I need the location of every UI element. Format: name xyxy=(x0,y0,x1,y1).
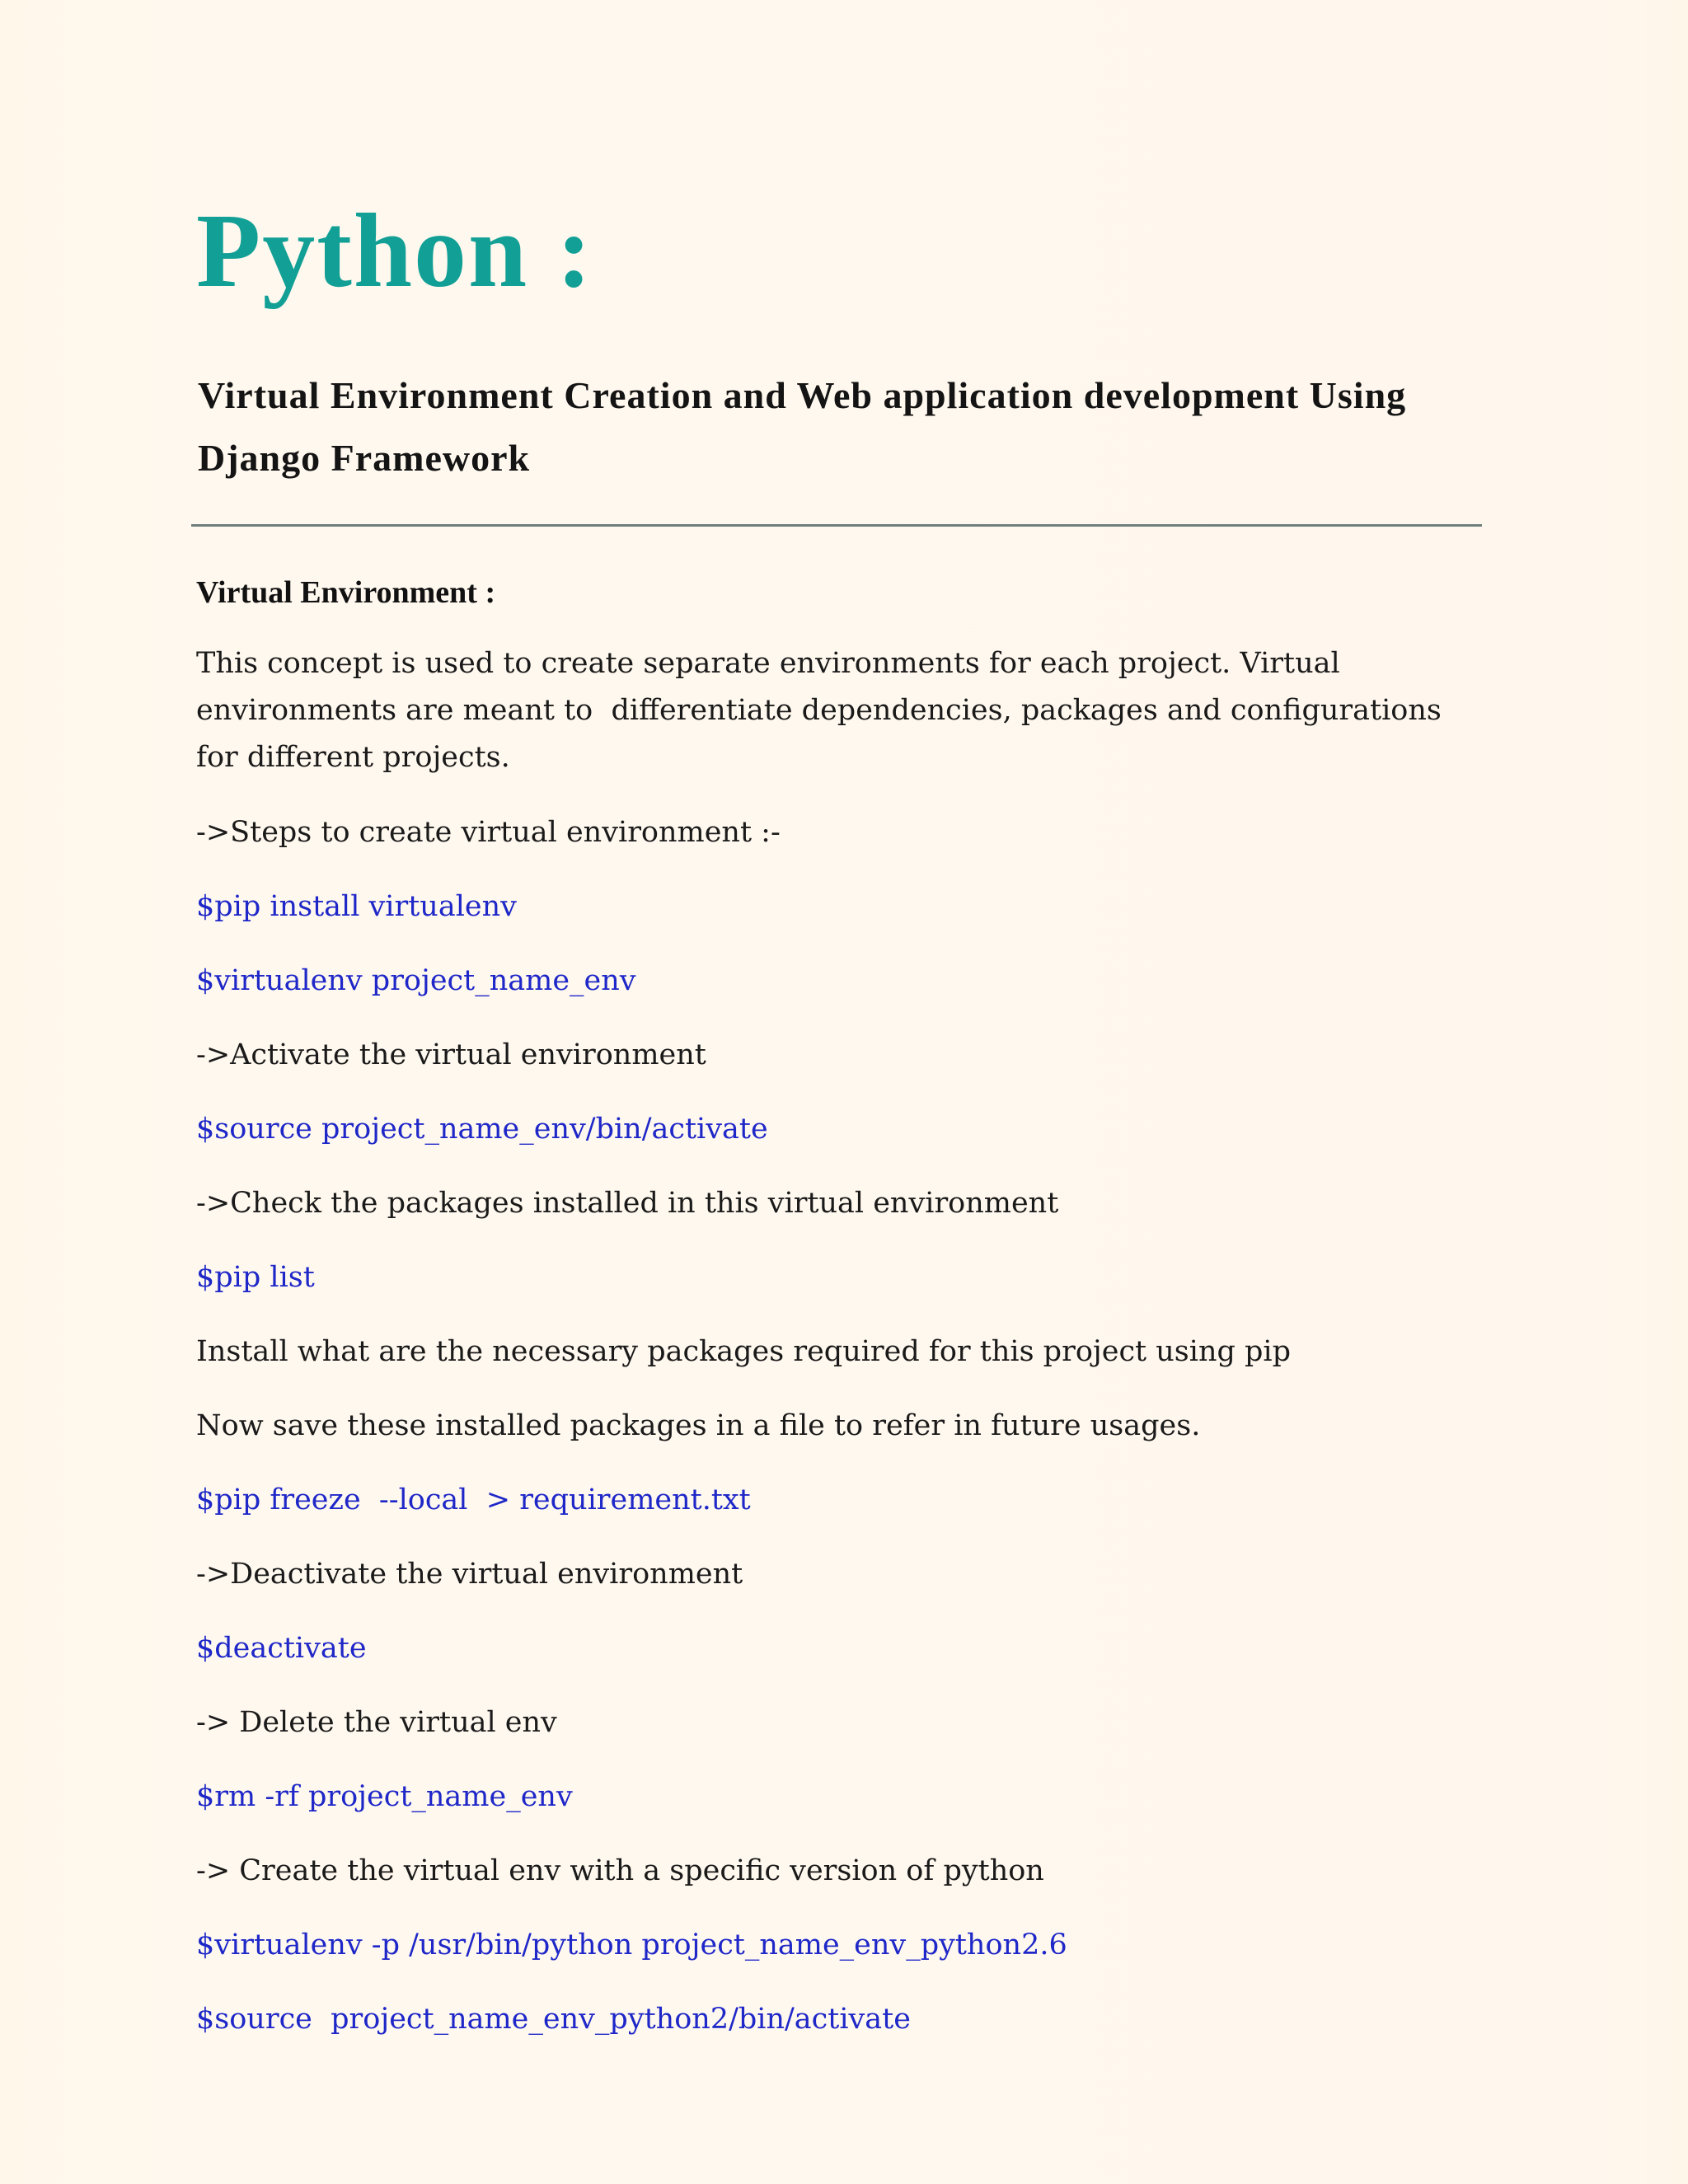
step-text: ->Steps to create virtual environment :- xyxy=(196,816,781,849)
section-heading: Virtual Environment : xyxy=(196,575,496,610)
command-line: $source project_name_env_python2/bin/activate xyxy=(196,2003,911,2036)
command-line: $rm -rf project_name_env xyxy=(196,1780,573,1813)
command-line: $virtualenv project_name_env xyxy=(196,964,636,997)
intro-paragraph: This concept is used to create separate environments for each project. Virtual environments are meant to differentiate dependencies, packages and configurations for different projects. xyxy=(196,647,1461,774)
command-line: $virtualenv -p /usr/bin/python project_name_env_python2.6 xyxy=(196,1929,1067,1961)
step-text: -> Create the virtual env with a specific version of python xyxy=(196,1854,1044,1887)
document-content xyxy=(196,192,1490,2042)
step-text: Install what are the necessary packages required for this project using pip xyxy=(196,1335,1292,1368)
page-title: Python : xyxy=(196,192,593,309)
page-subtitle: Virtual Environment Creation and Web application development Using Django Framework xyxy=(198,374,1407,479)
command-line: $pip freeze --local > requirement.txt xyxy=(196,1483,751,1516)
step-text: ->Activate the virtual environment xyxy=(196,1038,706,1071)
command-line: $deactivate xyxy=(196,1632,367,1665)
command-line: $pip list xyxy=(196,1261,315,1294)
command-line: $source project_name_env/bin/activate xyxy=(196,1113,768,1146)
horizontal-divider xyxy=(191,524,1482,527)
step-text: ->Check the packages installed in this virtual environment xyxy=(196,1187,1059,1220)
step-text: Now save these installed packages in a file to refer in future usages. xyxy=(196,1409,1201,1442)
command-line: $pip install virtualenv xyxy=(196,890,517,923)
step-text: -> Delete the virtual env xyxy=(196,1706,557,1739)
step-text: ->Deactivate the virtual environment xyxy=(196,1558,743,1591)
